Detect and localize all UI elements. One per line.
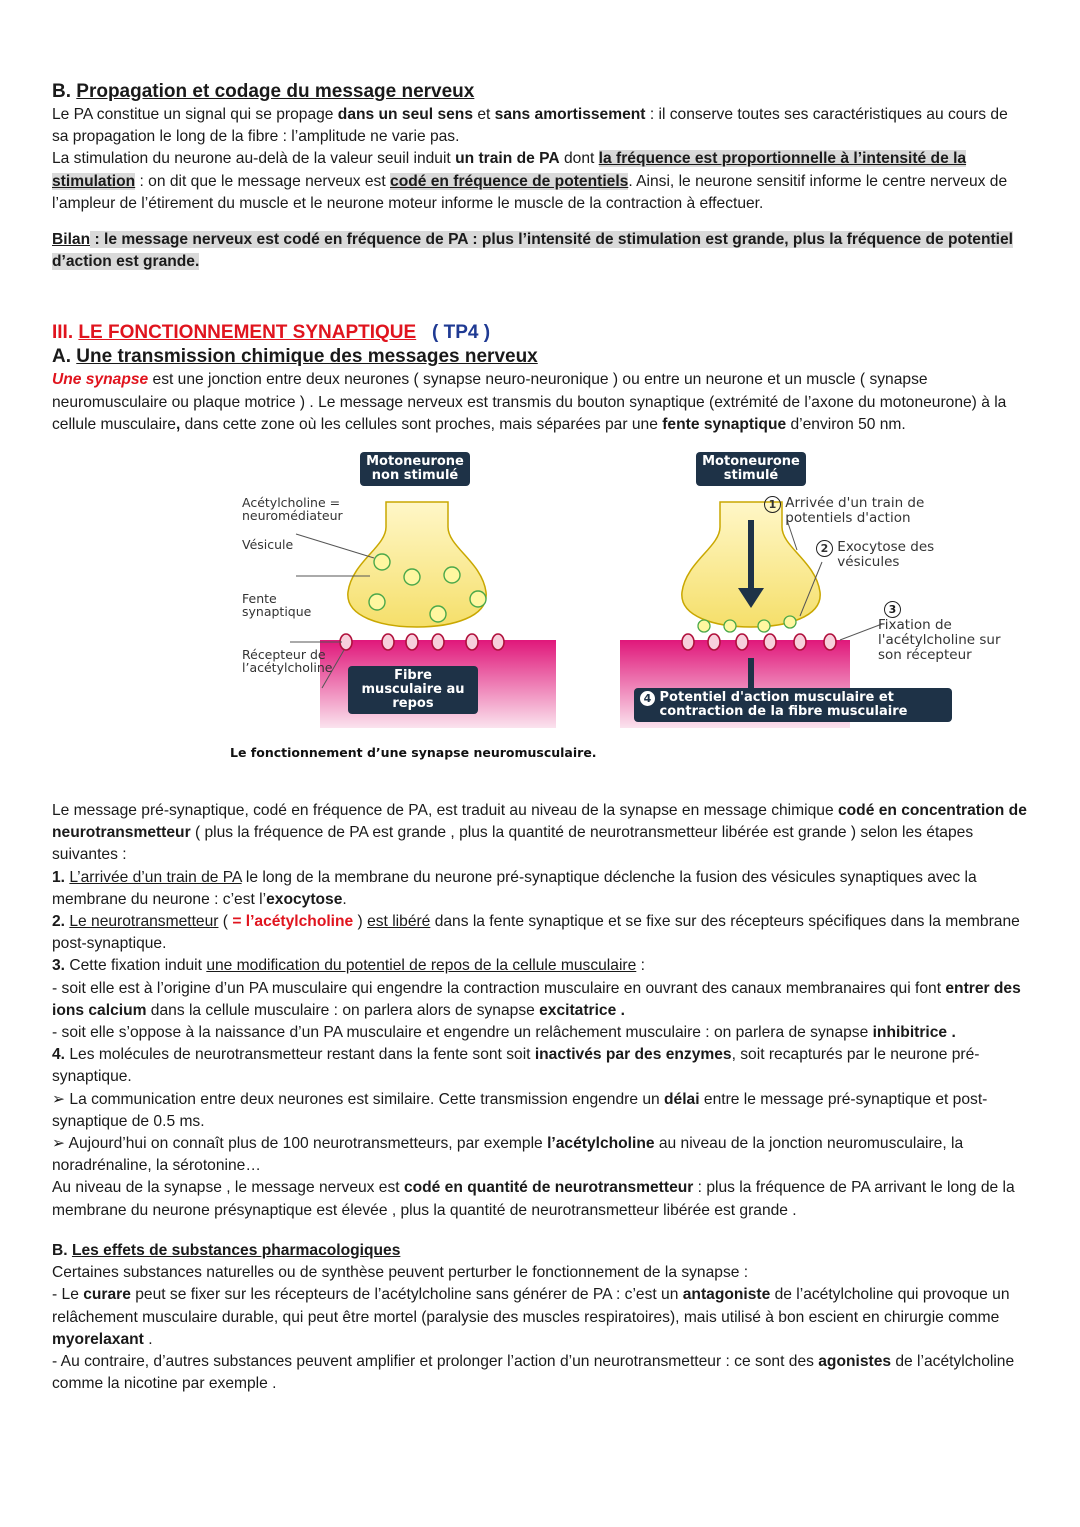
bold-text: codé en concentration de neurotransmetteur [52,802,1027,842]
bold-text: excitatrice . [539,1001,625,1019]
bold-text: fente synaptique [662,415,787,433]
arrow-bullet-icon: ➢ [52,1135,66,1153]
text: Aujourd’hui on connaît plus de 100 neurotransmetteurs, par exemple [65,1135,548,1153]
step-1 [52,867,1028,911]
step-2 [52,911,1028,955]
bold-text: exocytose [266,890,343,908]
tp-tag: ( TP4 ) [432,322,491,344]
text: peut se fixer sur les récepteurs de l’acétylcholine sans générer de PA : c’est un [130,1286,683,1304]
paragraph-conclusion [52,1177,1028,1221]
paragraph-synapse-definition [52,369,1028,436]
text: La communication entre deux neurones est similaire. Cette transmission engendre un [65,1090,665,1108]
bold-text: dans un seul sens [337,106,473,123]
underlined-text: est libéré [367,913,431,931]
text: d’environ 50 nm. [786,415,906,433]
subsection-letter: B. [52,1241,68,1259]
bold-text: un train de PA [455,150,560,168]
synaptic-button-left [348,502,486,627]
text: . [342,890,347,908]
subsection-heading-transmission [52,345,1028,369]
text: Les molécules de neurotransmetteur restant dans la fente sont soit [65,1046,535,1064]
bullet-communication [52,1089,1028,1133]
section-heading-propagation [52,80,1028,104]
underlined-text: une modification du potentiel de repos de la cellule musculaire [206,957,637,975]
label-recepteur: Récepteur de l’acétylcholine [242,647,333,676]
ach-leader [296,534,374,558]
text: Au niveau de la synapse , le message nerveux est [52,1179,404,1197]
text: dans la cellule musculaire : on parlera alors de synapse [146,1001,540,1019]
subsection-letter: A. [52,346,71,368]
label-acetylcholine: Acétylcholine = neuromédiateur [242,495,343,524]
section-title: LE FONCTIONNEMENT SYNAPTIQUE [78,322,417,344]
arrow-bullet-icon: ➢ [52,1090,66,1108]
red-text: = l’acétylcholine [232,913,354,931]
text: Cette fixation induit [65,957,207,975]
label-step4 [634,688,952,722]
underlined-text: L’arrivée d’un train de PA [69,868,242,886]
label-motoneurone-non-stimule: Motoneurone non stimulé [360,452,470,486]
paragraph-agonistes [52,1351,1028,1395]
text: de l’acétylcholine qui provoque un relâchement musculaire durable, qui peut être mortel (paralysie des muscles respiratoires), mais utilisé à bon escient en chirurgie comme [52,1286,1010,1326]
bold-text: entrer des ions calcium [52,979,1021,1019]
text: La stimulation du neurone au-delà de la valeur seuil induit [52,150,456,168]
text: - soit elle s’oppose à la naissance d’un PA musculaire et engendre un relâchement musculaire : on parlera de synapse [52,1024,873,1042]
bilan-label: Bilan [52,231,91,249]
section-number: III. [52,322,74,344]
text: et [473,106,495,123]
text: de l’acétylcholine comme la nicotine par exemple . [52,1352,1015,1393]
underlined-text: Le neurotransmetteur [69,913,219,931]
bold-text: , [175,415,181,433]
step3-leader [840,624,882,640]
text: ) [353,913,368,931]
section-title: Propagation et codage du message nerveux [76,81,475,102]
text: : [636,957,645,975]
label-step3: Fixation de l'acétylcholine sur son récepteur [878,617,1001,664]
bold-text: inactivés par des enzymes [534,1046,732,1064]
text: le long de la membrane du neurone pré-synaptique déclenche la fusion des vésicules synaptiques avec la membrane du neurone : c’est l’ [52,868,977,908]
label-vesicule: Vésicule [242,537,294,553]
paragraph-codage [52,148,1028,215]
paragraph-substances: Certaines substances naturelles ou de synthèse peuvent perturber le fonctionnement de la synapse : [52,1264,749,1282]
text: Le message pré-synaptique, codé en fréquence de PA, est traduit au niveau de la synapse en message chimique [52,802,838,820]
label-motoneurone-stimule: Motoneurone stimulé [696,452,806,486]
step3-number: 3 [884,601,901,618]
bold-text: sans amortissement [494,106,646,123]
text: au niveau de la jonction neuromusculaire, la noradrénaline, la sérotonine… [52,1135,964,1175]
text: dans la fente synaptique et se fixe sur des récepteurs spécifiques dans la membrane post-synaptique. [52,913,1020,953]
label-fente: Fente synaptique [242,591,312,620]
document-page [52,80,1028,1395]
section-heading-synaptique [52,321,1028,345]
step4-number: 4 [640,691,655,706]
highlighted-text: codé en fréquence de potentiels [390,172,629,190]
step-number: 4. [52,1046,66,1064]
paragraph-curare [52,1284,1028,1351]
text: - soit elle est à l’origine d’un PA musculaire qui engendre la contraction musculaire en ouvrant des canaux membranaires qui font [52,979,946,997]
text: entre le message pré-synaptique et post-synaptique de 0.5 ms. [52,1090,988,1130]
step-number: 1. [52,868,66,886]
step2-text: Exocytose des vésicules [837,539,935,571]
step-number: 3. [52,957,66,975]
synapse-figure [52,452,1028,822]
text: : plus la fréquence de PA arrivant le long de la membrane du neurone présynaptique est élevée , plus la quantité de neurotransmetteur libérée est grande . [52,1179,1015,1219]
text: : il conserve toutes ses caractéristiques au cours de sa propagation le long de la fibre : l’amplitude ne varie pas. [52,106,1008,146]
step4-text: Potentiel d'action musculaire et contraction de la fibre musculaire [659,690,908,720]
text: ( [218,913,233,931]
step2-number: 2 [816,540,833,557]
bilan-text: : le message nerveux est codé en fréquence de PA : plus l’intensité de stimulation est grande, plus la fréquence de potentiel d’action est grande. [52,231,1013,271]
bullet-neurotransmitters [52,1133,1028,1177]
label-step1 [764,496,964,526]
step1-text: Arrivée d'un train de potentiels d'action [785,495,925,527]
step1-number: 1 [764,496,781,513]
bold-text: antagoniste [682,1286,771,1304]
text: . [143,1330,153,1348]
bold-text: inhibitrice . [872,1024,956,1042]
bold-text: délai [664,1090,700,1108]
bold-text: l’acétylcholine [547,1135,655,1153]
text: Le PA constitue un signal qui se propage [52,106,338,123]
bilan [52,229,1028,273]
step-3-excitatrice [52,978,1028,1022]
subsection-heading-pharmacologie [52,1240,1028,1262]
text: : on dit que le message nerveux est [135,172,391,190]
subsection-title: Une transmission chimique des messages nerveux [76,346,538,368]
step-number: 2. [52,913,66,931]
step-3 [52,955,1028,977]
subsection-title: Les effets de substances pharmacologiques [71,1241,401,1259]
label-fibre-repos: Fibre musculaire au repos [348,666,478,714]
label-step2 [816,540,966,570]
step-4 [52,1044,1028,1088]
highlighted-text: la fréquence est proportionnelle à l’intensité de la stimulation [52,150,967,190]
text: - Au contraire, d’autres substances peuvent amplifier et prolonger l’action d’un neurotransmetteur : ce sont des [52,1352,819,1370]
paragraph-propagation [52,104,1028,148]
step-3-inhibitrice [52,1022,1028,1044]
text: dans cette zone où les cellules sont proches, mais séparées par une [180,415,663,433]
text: . Ainsi, le neurone sensitif informe le centre nerveux de l’ampleur de l’étirement du muscle et le neurone moteur informe le muscle de la contraction à effectuer. [52,172,1008,212]
text: - Le [52,1286,84,1304]
section-letter: B. [52,81,71,102]
term-synapse: Une synapse [52,371,149,389]
bold-text: myorelaxant [52,1330,144,1348]
text: est une jonction entre deux neurones ( synapse neuro-neuronique ) ou entre un neurone et un muscle ( synapse neuromusculaire ou plaque motrice ) . Le message nerveux est transmis du bouton synaptique (extrémité de l’axone du motoneurone) à la cellule musculaire [52,371,1007,433]
text: dont [559,150,599,168]
bold-text: agonistes [818,1352,892,1370]
text: ( plus la fréquence de PA est grande , plus la quantité de neurotransmetteur libérée est grande ) selon les étapes suivantes : [52,824,974,864]
figure-caption: Le fonctionnement d’une synapse neuromusculaire. [230,745,597,761]
bold-text: curare [83,1286,131,1304]
text: , soit recapturés par le neurone pré-synaptique. [52,1046,980,1086]
bold-text: codé en quantité de neurotransmetteur [403,1179,694,1197]
